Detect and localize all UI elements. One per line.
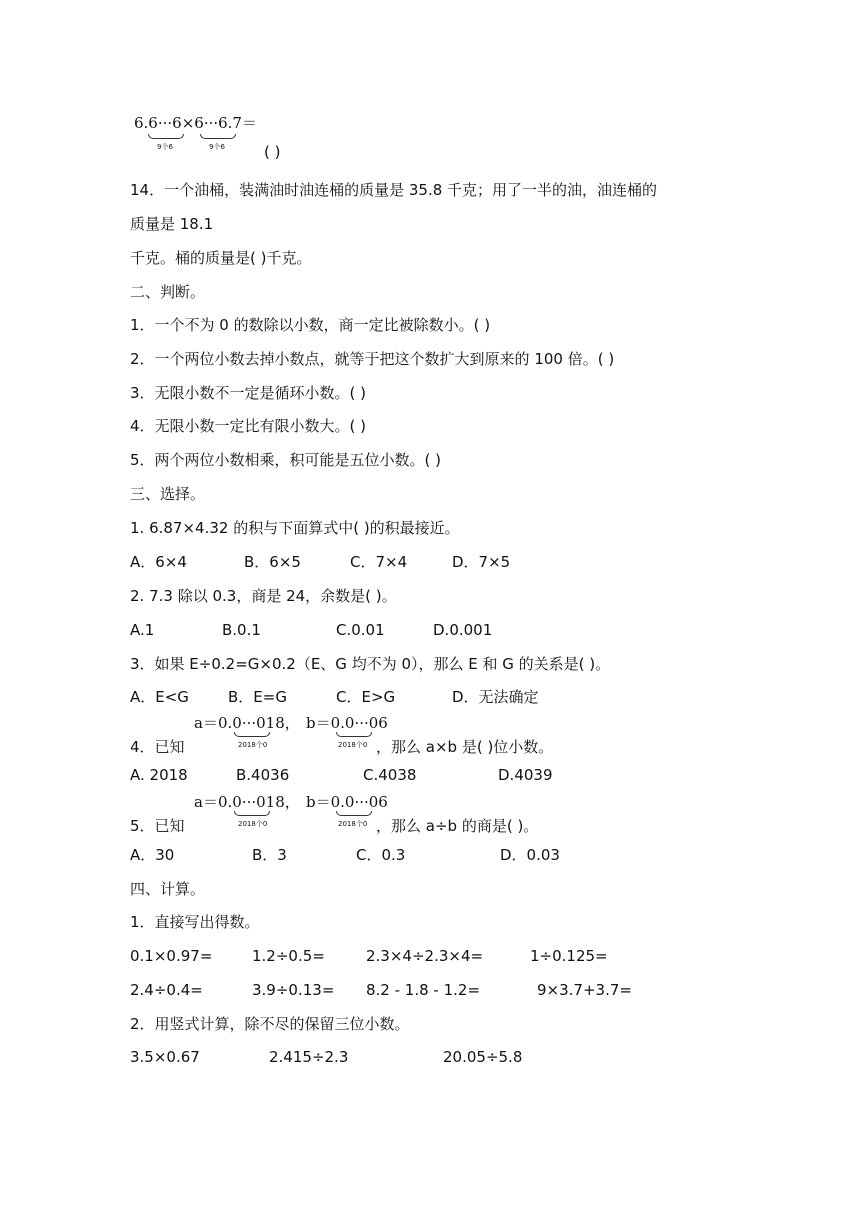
choice-q1-option-d: D．7×5 (452, 553, 511, 571)
q4-brace-a-label: 2018个0 (238, 741, 268, 749)
q5-formula-b: b＝0.0···06 (306, 793, 388, 811)
calc-row2-item-3: 8.2 - 1.8 - 1.2= (366, 981, 481, 999)
calc-row1-item-4: 1÷0.125= (530, 947, 608, 965)
q5-formula-a: a＝0.0···018， (194, 793, 300, 811)
choice-q4-option-c: C.4038 (363, 766, 417, 784)
judge-item-3: 3．无限小数不一定是循环小数。( ) (130, 384, 367, 402)
calc-row3-item-1: 3.5×0.67 (130, 1048, 200, 1066)
q13-brace-1-label: 9个6 (157, 143, 173, 151)
calc-row1-item-3: 2.3×4÷2.3×4= (366, 947, 484, 965)
judge-item-4: 4．无限小数一定比有限小数大。( ) (130, 417, 367, 435)
choice-q2-option-b: B.0.1 (222, 621, 261, 639)
choice-q4-option-b: B.4036 (236, 766, 290, 784)
judge-item-1: 1．一个不为 0 的数除以小数，商一定比被除数小。( ) (130, 316, 491, 334)
choice-q4-option-a: A. 2018 (130, 766, 188, 784)
choice-q1-option-c: C．7×4 (350, 553, 408, 571)
q13-brace-1 (148, 134, 184, 139)
q13-brace-2-label: 9个6 (209, 143, 225, 151)
choice-q4-prefix: 4．已知 (130, 738, 185, 756)
q5-brace-b-label: 2018个0 (338, 820, 368, 828)
q5-brace-b (336, 811, 372, 816)
q4-brace-a (234, 732, 270, 737)
judge-item-2: 2．一个两位小数去掉小数点，就等于把这个数扩大到原来的 100 倍。( ) (130, 350, 615, 368)
q14-line-1: 14．一个油桶，装满油时油连桶的质量是 35.8 千克；用了一半的油，油连桶的 (130, 181, 658, 199)
calc-row2-item-1: 2.4÷0.4= (130, 981, 203, 999)
calc-row3-item-3: 20.05÷5.8 (443, 1048, 523, 1066)
choice-q2-option-d: D.0.001 (433, 621, 493, 639)
calc-row1-item-2: 1.2÷0.5= (252, 947, 325, 965)
choice-q3-option-a: A．E<G (130, 688, 189, 706)
section-judge-title: 二、判断。 (130, 283, 206, 301)
calc-row2-item-4: 9×3.7+3.7= (537, 981, 632, 999)
q4-brace-b-label: 2018个0 (338, 741, 368, 749)
choice-q5-option-a: A．30 (130, 846, 175, 864)
q13-brace-2 (200, 134, 236, 139)
q14-line-2: 质量是 18.1 (130, 215, 214, 233)
choice-q2-option-c: C.0.01 (336, 621, 385, 639)
choice-q3-option-d: D．无法确定 (452, 688, 539, 706)
calc-row1-item-1: 0.1×0.97= (130, 947, 213, 965)
q4-formula-a: a＝0.0···018， (194, 714, 300, 732)
q13-answer-blank: ( ) (264, 143, 281, 161)
q4-brace-b (336, 732, 372, 737)
choice-q2-option-a: A.1 (130, 621, 155, 639)
q4-formula-b: b＝0.0···06 (306, 714, 388, 732)
choice-q3-option-c: C．E>G (336, 688, 396, 706)
q13-formula: 6.6···6×6···6.7＝ (134, 114, 257, 132)
section-calc-title: 四、计算。 (130, 880, 206, 898)
choice-q5-suffix: ，那么 a÷b 的商是( )。 (376, 817, 539, 835)
choice-q2-stem: 2. 7.3 除以 0.3，商是 24，余数是( )。 (130, 587, 397, 605)
q5-brace-a-label: 2018个0 (238, 820, 268, 828)
section-choice-title: 三、选择。 (130, 485, 206, 503)
choice-q5-option-b: B．3 (252, 846, 287, 864)
choice-q5-prefix: 5．已知 (130, 817, 185, 835)
choice-q3-option-b: B．E=G (228, 688, 287, 706)
choice-q4-suffix: ，那么 a×b 是( )位小数。 (376, 738, 554, 756)
choice-q4-option-d: D.4039 (498, 766, 553, 784)
choice-q1-option-a: A．6×4 (130, 553, 187, 571)
choice-q1-stem: 1. 6.87×4.32 的积与下面算式中( )的积最接近。 (130, 519, 460, 537)
calc-row3-item-2: 2.415÷2.3 (269, 1048, 349, 1066)
q14-line-3: 千克。桶的质量是( )千克。 (130, 249, 312, 267)
calc-row2-item-2: 3.9÷0.13= (252, 981, 335, 999)
q5-brace-a (234, 811, 270, 816)
judge-item-5: 5．两个两位小数相乘，积可能是五位小数。( ) (130, 451, 442, 469)
choice-q3-stem: 3．如果 E÷0.2=G×0.2（E、G 均不为 0），那么 E 和 G 的关系是( )。 (130, 655, 611, 673)
choice-q5-option-c: C．0.3 (356, 846, 406, 864)
choice-q1-option-b: B．6×5 (244, 553, 301, 571)
calc-sub-1: 1．直接写出得数。 (130, 913, 260, 931)
calc-sub-2: 2．用竖式计算，除不尽的保留三位小数。 (130, 1015, 410, 1033)
choice-q5-option-d: D．0.03 (500, 846, 560, 864)
